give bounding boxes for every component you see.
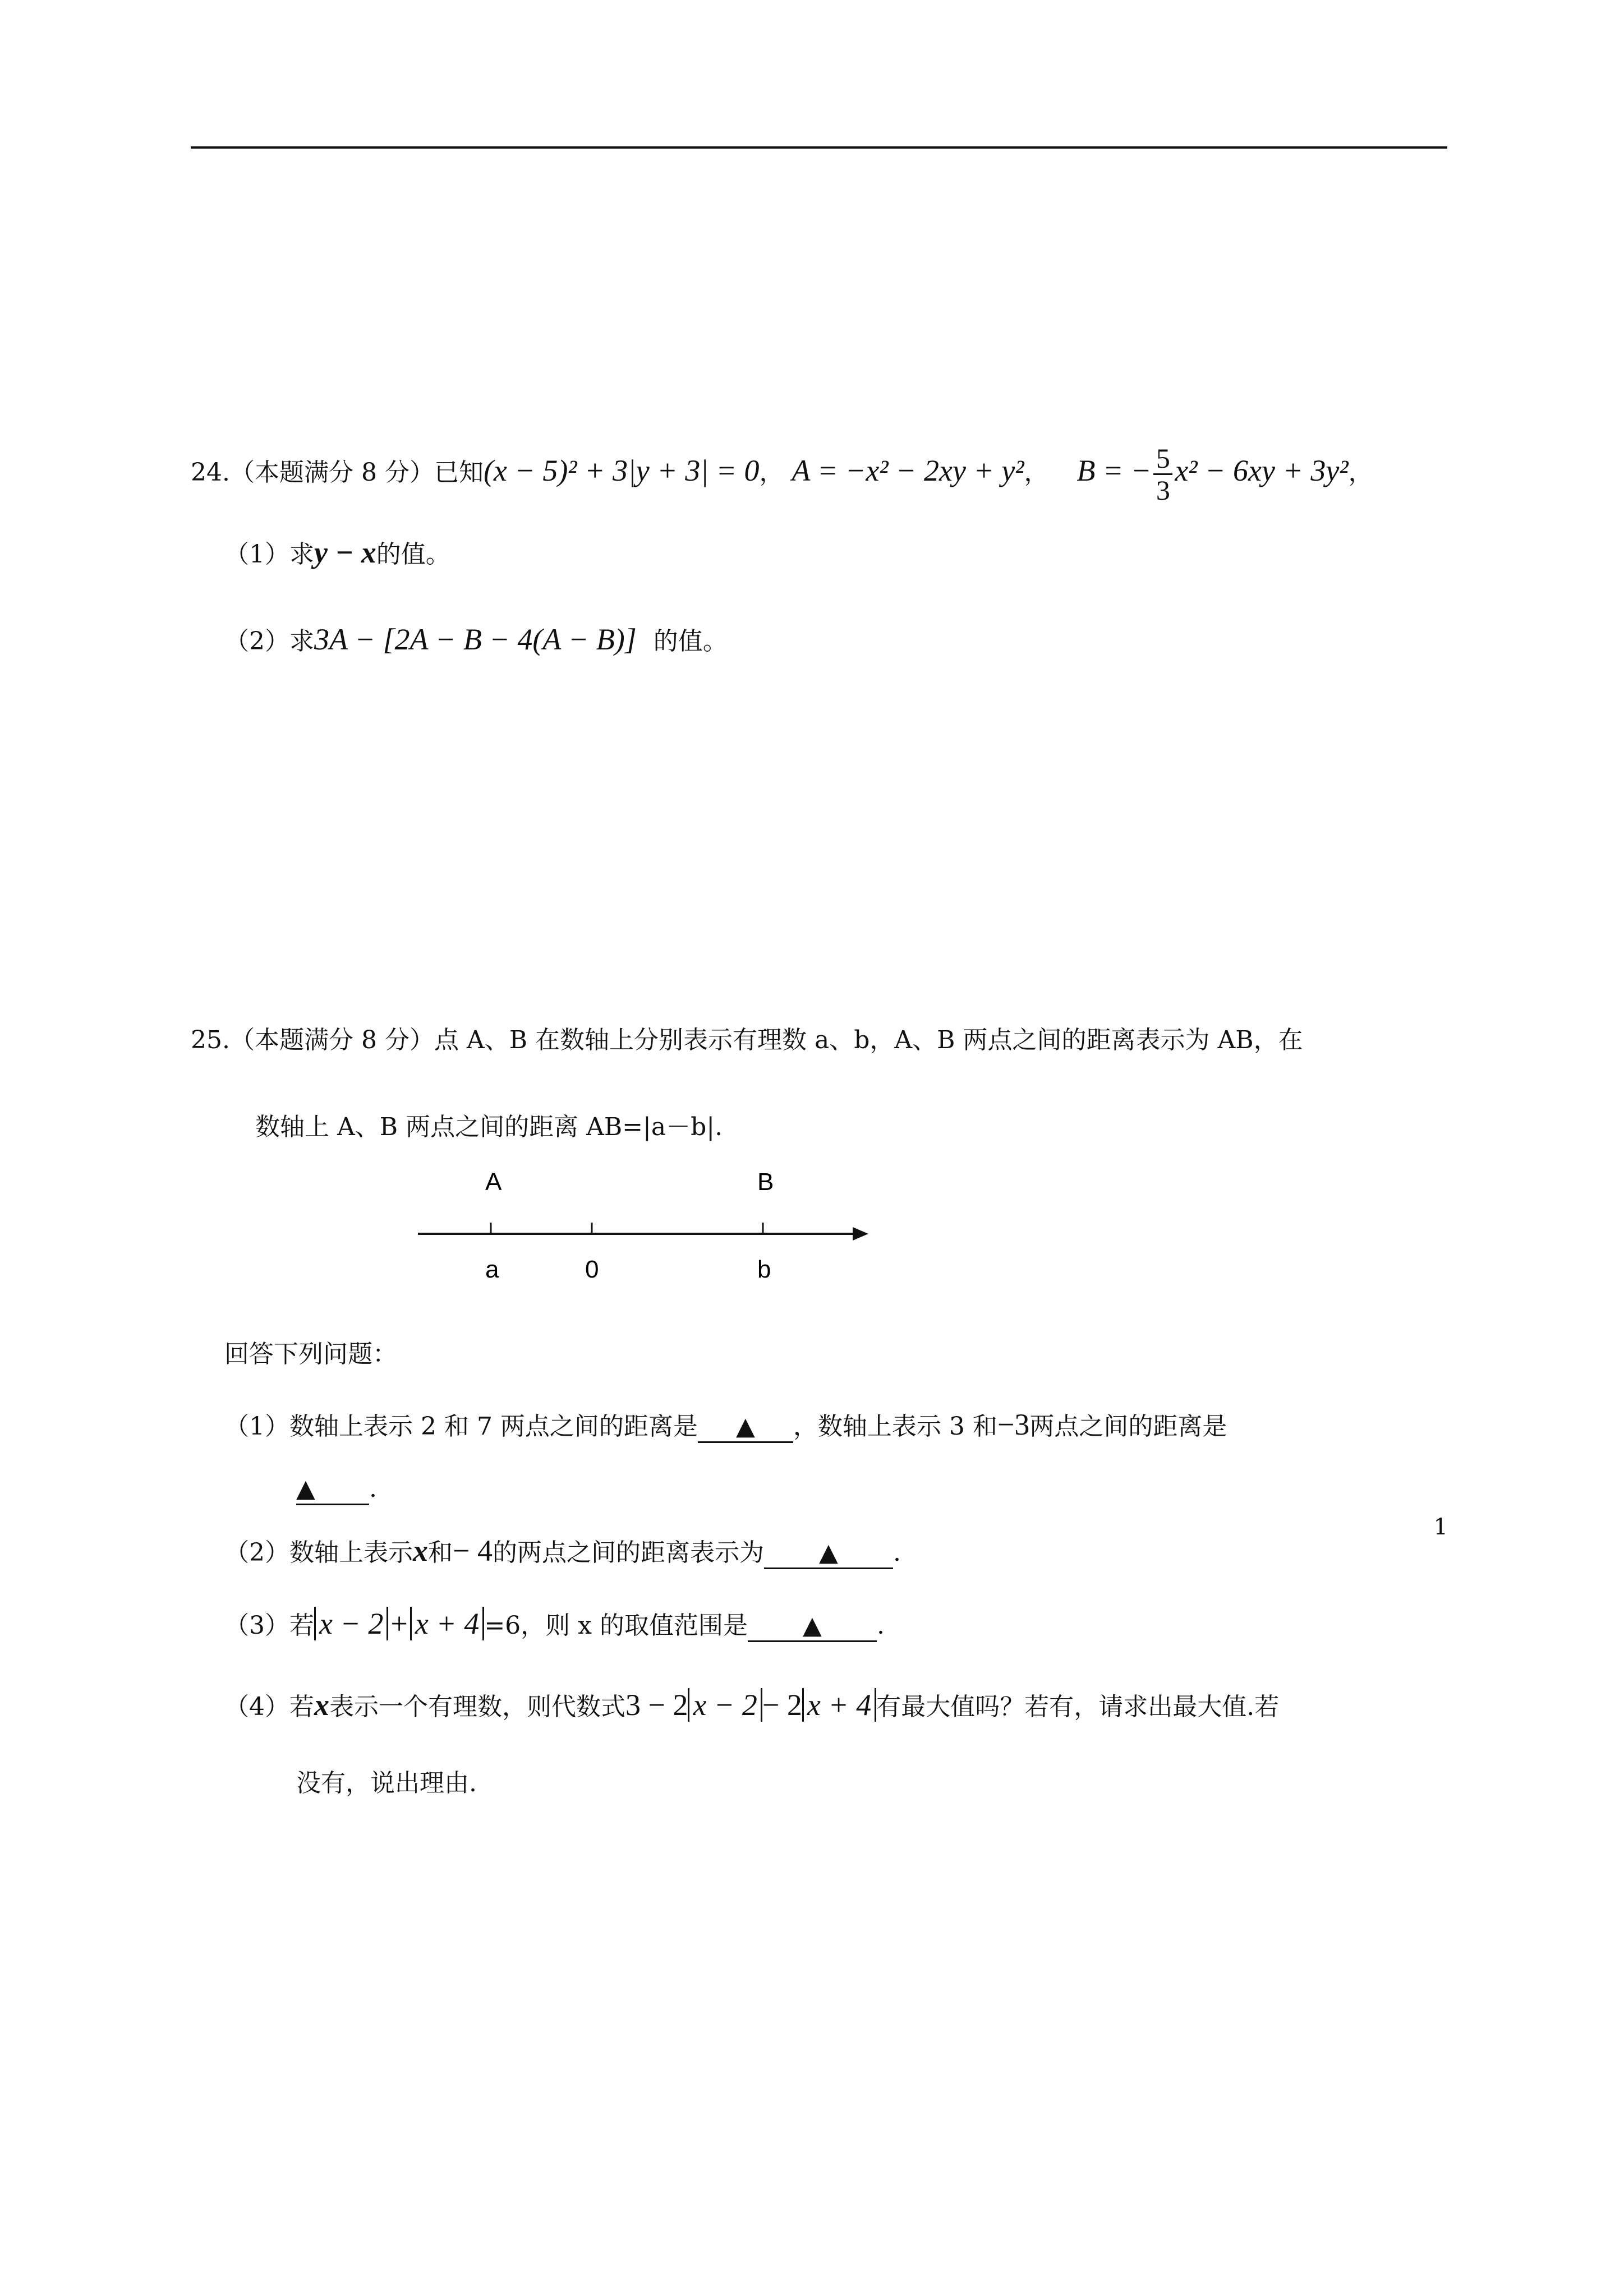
q25-line1: 25.（本题满分 8 分）点 A、B 在数轴上分别表示有理数 a、b，A、B 两点之间的距离表示为 AB，在 (191, 1026, 1303, 1054)
q24-B-denominator: 3 (1156, 474, 1170, 506)
q25-p4-x: x (314, 1688, 329, 1722)
q25-p1-end: . (369, 1474, 377, 1503)
q24-p2-expression: 3A − [2A − B − 4(A − B)] (314, 623, 637, 656)
q25-part2 (224, 1534, 901, 1570)
header-rule (191, 146, 1447, 149)
q25-part1-line2 (296, 1472, 377, 1506)
q24-p1-suffix: 的值。 (376, 540, 450, 569)
label-A: A (485, 1168, 502, 1196)
q25-p4-abs2: x + 4 (802, 1688, 876, 1722)
q25-p4-mid: − 2 (762, 1688, 802, 1722)
q24-sep1: ， (759, 458, 784, 487)
q25-p3-abs2: x + 4 (410, 1607, 484, 1640)
q25-p2-a: （2）数轴上表示 (224, 1538, 413, 1567)
label-a: a (485, 1256, 499, 1283)
q25-p1-c: 两点之间的距离是 (1029, 1412, 1227, 1441)
q24-p2-prefix: （2）求 (224, 627, 314, 656)
q25-p4-abs1: x − 2 (688, 1688, 762, 1722)
q24-sep3: ， (1348, 458, 1373, 487)
page-number: 1 (1433, 1514, 1448, 1540)
q25-p3-end: . (876, 1611, 885, 1640)
q25-p2-c: 的两点之间的距离表示为 (492, 1538, 764, 1567)
q25-p1-a: （1）数轴上表示 2 和 7 两点之间的距离是 (224, 1412, 698, 1441)
q25-p2-x: x (413, 1534, 428, 1567)
q25-p3-a: （3）若 (224, 1611, 314, 1640)
q25-part1-line1 (224, 1408, 1227, 1444)
q24-A-expression: A = −x² − 2xy + y² (792, 454, 1024, 487)
q24-p1-prefix: （1）求 (224, 540, 314, 569)
q25-p2-b: 和 (428, 1538, 453, 1567)
q24-p2-suffix: 的值。 (653, 627, 728, 656)
q25-part4-line1 (224, 1688, 1279, 1724)
q25-p2-neg4: − 4 (453, 1534, 493, 1567)
q25-p3-plus: + (390, 1607, 408, 1640)
q25-p4-c: 有最大值吗？若有，请求出最大值.若 (876, 1693, 1280, 1721)
label-0: 0 (585, 1256, 599, 1283)
q25-p4-b: 表示一个有理数，则代数式 (329, 1693, 625, 1721)
q25-line2: 数轴上 A、B 两点之间的距离 AB=|a－b|. (255, 1113, 723, 1141)
label-B: B (757, 1168, 774, 1196)
number-line-figure (410, 1161, 886, 1295)
q24-B-rest: x² − 6xy + 3y² (1175, 454, 1349, 487)
q24-sep2: ， (1024, 458, 1049, 487)
q24-B-fraction (1153, 443, 1172, 505)
answer-blank-2[interactable]: ▲ (296, 1474, 369, 1505)
q25-p1-b: ，数轴上表示 3 和 (793, 1412, 997, 1441)
q25-p3-abs1: x − 2 (314, 1607, 388, 1640)
q24-line1 (191, 443, 1373, 505)
q25-p4-expr-pre: 3 − 2 (625, 1688, 688, 1722)
number-line-arrow (853, 1227, 868, 1241)
q24-part1 (224, 536, 450, 571)
q24-condition: (x − 5)² + 3|y + 3| = 0 (483, 454, 760, 487)
q24-B-numerator: 5 (1156, 442, 1170, 474)
q24-part2 (224, 623, 728, 658)
q25-p4-a: （4）若 (224, 1693, 314, 1721)
answer-blank-4[interactable]: ▲ (748, 1611, 877, 1642)
q25-p2-end: . (892, 1538, 901, 1567)
q25-part3 (224, 1607, 885, 1643)
answer-blank-1[interactable]: ▲ (698, 1412, 793, 1443)
label-b: b (757, 1256, 771, 1283)
q25-part4-line2: 没有，说出理由. (296, 1769, 477, 1797)
q25-answer-intro: 回答下列问题： (224, 1340, 397, 1368)
q25-p1-neg3: −3 (997, 1408, 1030, 1441)
q24-p1-expression: y − x (314, 536, 376, 569)
q24-head: 24.（本题满分 8 分）已知 (191, 458, 484, 487)
q25-p3-b: =6，则 x 的取值范围是 (484, 1611, 748, 1640)
answer-blank-3[interactable]: ▲ (764, 1538, 893, 1569)
q24-B-lhs: B = − (1076, 454, 1152, 487)
